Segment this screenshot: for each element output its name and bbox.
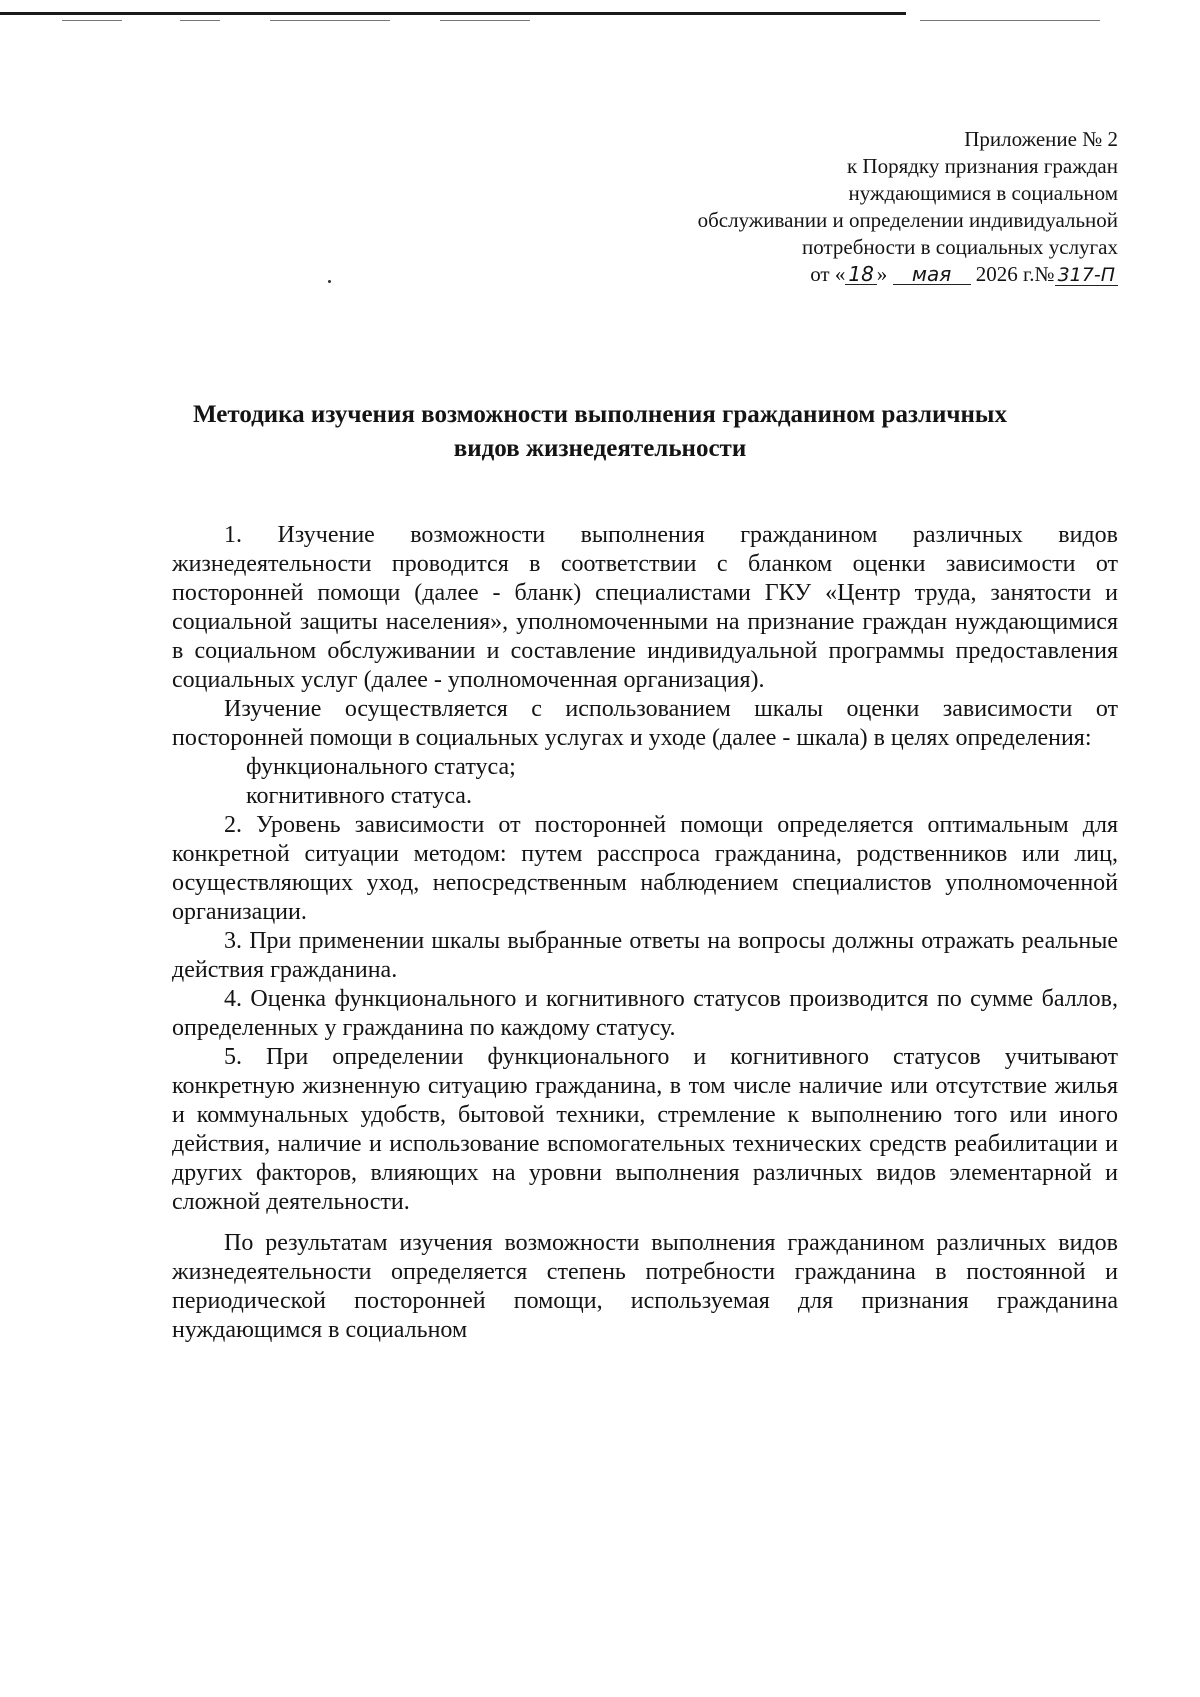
date-year: 2026 г.№ <box>975 262 1055 286</box>
scan-edge-dash <box>440 20 530 21</box>
scan-edge-dash <box>180 20 220 21</box>
scan-edge-dash <box>270 20 390 21</box>
paragraph-7: По результатам изучения возможности выполнения гражданином различных видов жизнедеятельности определяется степень потребности гражданина в постоянной и периодической посторонней помощи, используемая для признания гражданина нуждающимся в социальном <box>172 1230 1118 1343</box>
document-title <box>150 398 1050 466</box>
paragraph-3: 2. Уровень зависимости от посторонней помощи определяется оптимальным для конкретной ситуации методом: путем расспроса гражданина, родственников или лиц, осуществляющих уход, непосредственным наблюдением специалистов уполномоченной организации. <box>172 812 1118 925</box>
appendix-block <box>518 126 1118 288</box>
date-mid: » <box>876 262 888 286</box>
appendix-line: нуждающимися в социальном <box>848 181 1118 205</box>
list-item-functional: функционального статуса; <box>246 754 516 780</box>
appendix-line: потребности в социальных услугах <box>801 235 1118 259</box>
handwritten-month: мая <box>893 264 971 285</box>
appendix-line: к Порядку признания граждан <box>846 154 1118 178</box>
appendix-date-line <box>518 261 1118 288</box>
scan-edge-dash <box>62 20 122 21</box>
scan-edge-artifact <box>0 6 1200 28</box>
document-body <box>172 521 1118 1345</box>
handwritten-number: 317-П <box>1055 265 1118 286</box>
scan-edge-dash <box>920 20 1100 21</box>
list-item-cognitive: когнитивного статуса. <box>246 783 472 809</box>
paragraph-5: 4. Оценка функционального и когнитивного статусов производится по сумме баллов, определенных у гражданина по каждому статусу. <box>172 986 1118 1041</box>
paragraph-1: 1. Изучение возможности выполнения гражданином различных видов жизнедеятельности проводится в соответствии с бланком оценки зависимости от посторонней помощи (далее - бланк) специалистами ГКУ «Центр труда, занятости и социальной защиты населения», уполномоченными на признание граждан нуждающимися в социальном обслуживании и составление индивидуальной программы предоставления социальных услуг (далее - уполномоченная организация). <box>172 522 1118 693</box>
date-prefix: от « <box>810 262 846 286</box>
appendix-line: обслуживании и определении индивидуальной <box>697 208 1118 232</box>
scan-speck <box>328 280 331 283</box>
title-line-1: Методика изучения возможности выполнения гражданином различных <box>193 401 1007 428</box>
paragraph-2: Изучение осуществляется с использованием шкалы оценки зависимости от посторонней помощи в социальных услугах и уходе (далее - шкала) в целях определения: <box>172 696 1118 751</box>
appendix-line: Приложение № 2 <box>964 127 1118 151</box>
handwritten-day: 18 <box>845 264 876 285</box>
title-line-2: видов жизнедеятельности <box>453 435 747 462</box>
paragraph-6: 5. При определении функционального и когнитивного статусов учитывают конкретную жизненную ситуацию гражданина, в том числе наличие или отсутствие жилья и коммунальных удобств, бытовой техники, стремление к выполнению того или иного действия, наличие и использование вспомогательных технических средств реабилитации и других факторов, влияющих на уровни выполнения различных видов элементарной и сложной деятельности. <box>172 1044 1118 1215</box>
scan-edge-bar <box>0 12 906 15</box>
paragraph-4: 3. При применении шкалы выбранные ответы на вопросы должны отражать реальные действия гражданина. <box>172 928 1118 983</box>
